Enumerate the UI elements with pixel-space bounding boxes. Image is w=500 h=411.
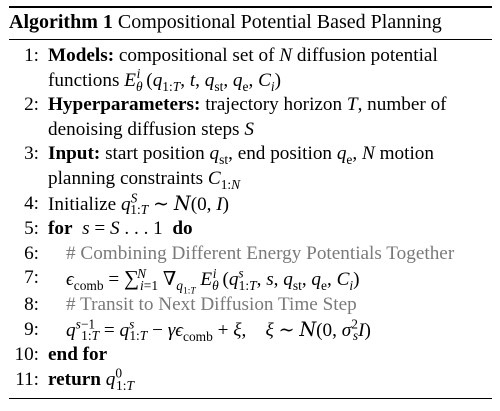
line-keyword: Input: [48,143,101,165]
algorithm-lines [9,44,492,392]
algorithm-line-2-cont: denoising diffusion steps S [48,118,254,140]
line-number: 3: [24,143,39,165]
line-number: 2: [24,94,39,116]
algorithm-line-6 [9,242,492,267]
line-number: 1: [24,45,39,66]
line-number: 7: [24,267,39,289]
bottom-rule [9,398,492,399]
algorithm-line-3: 3: Input: start position $q_{st}$, end position $q_e$, N motion [9,142,492,167]
line-number: 4: [24,192,39,214]
algorithm-line-1: 1: Models: compositional set of N diffusion potential [9,44,492,69]
line-number: 10: [14,344,39,366]
algorithm-label: Algorithm 1 [9,11,113,33]
algorithm-block [9,0,492,399]
top-rule [9,6,492,8]
algorithm-line-4: 4: Initialize $q^S_{1:T}$ ∼ N(0, I) [9,192,492,218]
algorithm-line-11: 11: return $q^0_{1:T}$ [9,368,492,393]
algorithm-line-1-cont: functions $E_\theta^i$ ($q_{1:T}$, t, $q_{st}$, $q_e$, $C_i$) [48,66,281,94]
line-keyword: end for [48,344,108,366]
line-keyword: for [48,218,73,240]
algorithm-line-2: 2: Hyperparameters: trajectory horizon T, number of [9,93,492,118]
algorithm-line-10 [9,343,492,368]
title-rule [9,39,492,40]
line-number: 11: [15,368,39,390]
line-keyword: Models: [48,45,115,66]
algorithm-line-5: 5: for s = S . . . 1 do [9,217,492,242]
line-number: 8: [24,293,39,315]
algorithm-title [9,10,492,34]
line-keyword-do: do [172,218,193,240]
algorithm-line-7: 7: $\epsilon_{comb} = \sum^N_{i=1}$ $\nabla_{q_{1:T}}$ $E_\theta^i$ ($q^s_{1:T}$, s, $q_{st}$, $q_e$, $C_i$) [9,266,492,293]
line-keyword: return [48,368,101,390]
algorithm-line-3-cont: planning constraints $C_{1:N}$ [48,167,241,192]
algorithm-line-8 [9,293,492,318]
line-number: 6: [24,242,39,264]
algorithm-name: Compositional Potential Based Planning [117,11,442,33]
comment-text: # Transit to Next Diffusion Time Step [66,293,357,315]
comment-text: # Combining Different Energy Potentials Together [66,242,455,264]
line-number: 5: [24,218,39,240]
line-number: 9: [24,318,39,340]
line-keyword: Hyperparameters: [48,94,201,116]
algorithm-line-9: 9: $q^{s-1}_{1:T} = q^s_{1:T} - \gamma\epsilon_{comb} + \xi$, ξ ∼ N(0, $\sigma^2_sI$) [9,318,492,344]
